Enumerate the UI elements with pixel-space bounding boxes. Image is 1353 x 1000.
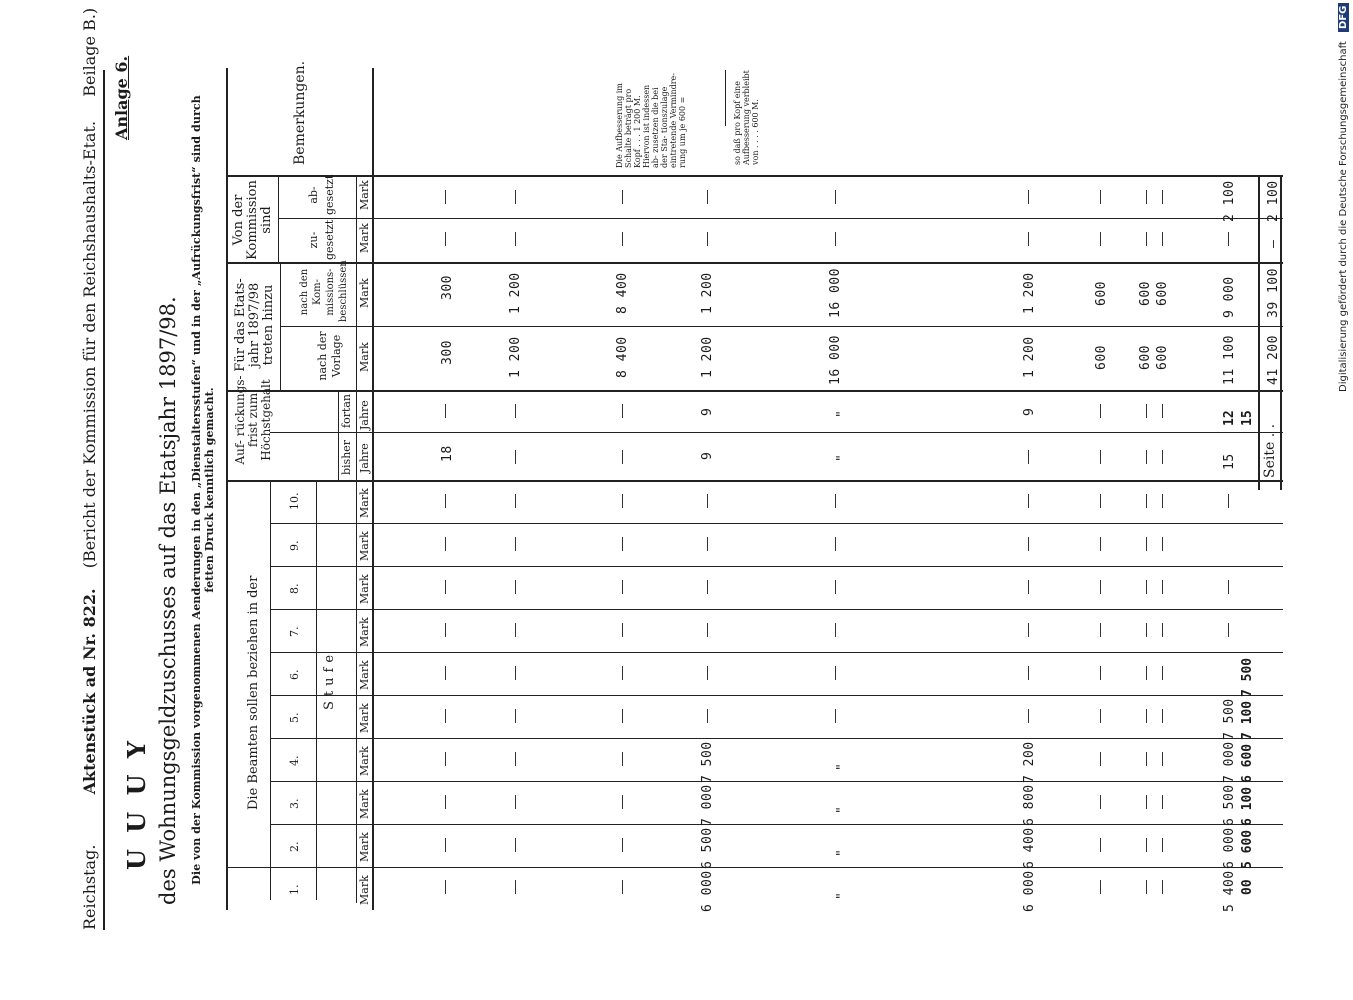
bericht-label: (Bericht der Kommission für den Reichshaushalts-Etat.	[80, 120, 99, 569]
title-line: des Wohnungsgeldzuschusses auf das Etatsjahr 1897/98.	[156, 296, 180, 905]
beschl-header: nach den Kom- missions- beschlüssen	[299, 260, 349, 322]
stufe-divider	[270, 480, 271, 900]
r7-vorlage: 600	[1094, 345, 1109, 370]
stufe-header: Stufe	[322, 649, 337, 710]
r5-s2: "	[835, 848, 850, 857]
r6-vorlage: 1 200	[1022, 336, 1037, 378]
r10-s2: 6 000	[1222, 827, 1237, 869]
total-label: Seite . .	[1262, 423, 1278, 478]
unit-vorlage: Mark	[358, 342, 371, 372]
r5-bisher: "	[835, 453, 850, 462]
aufr-divider	[338, 390, 339, 482]
table-left-border	[226, 68, 228, 910]
kommission-header: Von der Kommission sind	[231, 180, 274, 260]
r5-vorlage: 16 000	[828, 335, 843, 385]
bemerkungen-header: Bemerkungen.	[292, 60, 308, 165]
r8-beschl: 600	[1138, 281, 1153, 306]
r5-s4: "	[835, 762, 850, 771]
remark-2: so daß pro Kopf eine Aufbesserung verbleibt von . . . . 600 M.	[733, 70, 760, 165]
r4-bisher: 9	[700, 451, 715, 460]
anlage-label: Anlage 6.	[112, 55, 131, 140]
r10-vorlage: 11 100	[1222, 335, 1237, 385]
r6-s2: 6 400	[1022, 827, 1037, 869]
r11-s4: 6 600	[1240, 743, 1255, 783]
ab-header: ab- gesetzt	[307, 174, 336, 215]
total-zu: —	[1266, 239, 1281, 248]
dfg-logo: DFG	[1338, 3, 1349, 32]
unit-10: Mark	[358, 488, 371, 518]
r4-s3: 7 000	[700, 784, 715, 826]
unit-6: Mark	[358, 660, 371, 690]
r4-vorlage: 1 200	[700, 336, 715, 378]
fortan-label: fortan	[340, 393, 353, 428]
r6-fortan: 9	[1022, 407, 1037, 416]
r10-s4: 7 000	[1222, 741, 1237, 783]
total-beschl: 39 100	[1266, 268, 1281, 318]
r9-beschl: 600	[1155, 281, 1170, 306]
r4-s4: 7 500	[700, 741, 715, 783]
r3-beschl: 8 400	[615, 272, 630, 314]
r10-fortan: 12	[1222, 410, 1237, 426]
remark-1: Die Aufbesserung im Schalte beträgt pro Kopf . . . 1 200 M. Hiervon ist indessen ab- zusetzen die bei der Sta- tionszulage eintretende Vermindre- rung um je 600 =	[615, 73, 687, 168]
r2-beschl: 1 200	[508, 272, 523, 314]
unit-5: Mark	[358, 703, 371, 733]
r11-s2: 5 600	[1240, 829, 1255, 869]
col-5: 5.	[288, 712, 301, 723]
unit-4: Mark	[358, 746, 371, 776]
zu-header: zu- gesetzt	[307, 219, 336, 260]
r5-s3: "	[835, 805, 850, 814]
jahre-2: Jahre	[358, 400, 371, 430]
r11-fortan: 15	[1240, 410, 1255, 426]
reichstag-label: Reichstag.	[80, 844, 99, 930]
r1-bisher: 18	[440, 445, 455, 462]
r5-s1: "	[835, 891, 850, 900]
col-8: 8.	[288, 583, 301, 594]
unit-1: Mark	[358, 875, 371, 905]
r4-fortan: 9	[700, 407, 715, 416]
r10-bisher: 15	[1222, 453, 1237, 470]
r5-beschl: 16 000	[828, 268, 843, 318]
col-2: 2.	[288, 841, 301, 852]
r10-s3: 6 500	[1222, 784, 1237, 826]
col-4: 4.	[288, 755, 301, 766]
r4-s2: 6 500	[700, 827, 715, 869]
bisher-label: bisher	[340, 439, 353, 475]
r6-s4: 7 200	[1022, 741, 1037, 783]
r4-beschl: 1 200	[700, 272, 715, 314]
r11-s5: 7 100	[1240, 700, 1255, 740]
jahre-1: Jahre	[358, 443, 371, 473]
r10-s1: 5 400	[1222, 870, 1237, 912]
stufe-num-divider	[316, 480, 317, 900]
r1-beschl: 300	[440, 275, 455, 300]
aufr-header: Auf- rückungs- frist zum Höchstgehalt	[233, 375, 273, 465]
unit-2: Mark	[358, 832, 371, 862]
vorlage-header: nach der Vorlage	[316, 331, 343, 381]
r2-vorlage: 1 200	[508, 336, 523, 378]
r6-s1: 6 000	[1022, 870, 1037, 912]
total-ab: 2 100	[1266, 180, 1281, 222]
r7-beschl: 600	[1094, 281, 1109, 306]
r11-s3: 6 100	[1240, 786, 1255, 826]
aktenstueck-label: Aktenstück ad Nr. 822.	[80, 588, 99, 795]
unit-7: Mark	[358, 617, 371, 647]
title-note: Die von der Kommission vorgenommenen Aenderungen in den „Dienstaltersstufen“ und in der „Aufrückungsfrist“ sind durch fetten Druck kenntlich gemacht.	[189, 95, 216, 885]
beilage-label: Beilage B.)	[80, 7, 99, 97]
r6-beschl: 1 200	[1022, 272, 1037, 314]
unit-beschl: Mark	[358, 278, 371, 308]
r8-vorlage: 600	[1138, 345, 1153, 370]
col-7: 7.	[288, 626, 301, 637]
digitization-note: Digitalisierung gefördert durch die Deutsche Forschungsgemeinschaft DFG	[1338, 3, 1349, 392]
kom-divider	[278, 175, 279, 263]
r5-fortan: "	[835, 409, 850, 418]
r10-s5: 7 500	[1222, 698, 1237, 740]
title-big: U U U Y	[122, 737, 151, 870]
group-header: Die Beamten sollen beziehen in der	[246, 575, 261, 810]
etat-header: Für das Etats- jahr 1897/98 treten hinzu	[233, 278, 276, 372]
r10-ab: 2 100	[1222, 180, 1237, 222]
header-bottom-border	[372, 68, 374, 910]
r9-vorlage: 600	[1155, 345, 1170, 370]
r1-vorlage: 300	[440, 340, 455, 365]
col-6: 6.	[288, 669, 301, 680]
r6-s3: 6 800	[1022, 784, 1037, 826]
col-9: 9.	[288, 540, 301, 551]
col-10: 10.	[288, 492, 301, 510]
header-rule	[103, 70, 105, 930]
unit-9: Mark	[358, 531, 371, 561]
total-vorlage: 41 200	[1266, 335, 1281, 385]
r3-vorlage: 8 400	[615, 336, 630, 378]
col-1: 1.	[288, 884, 301, 895]
r4-s1: 6 000	[700, 870, 715, 912]
r11-s6: 7 500	[1240, 657, 1255, 697]
unit-ab: Mark	[358, 180, 371, 210]
r10-beschl: 9 000	[1222, 276, 1237, 318]
r11-s1: 00	[1240, 879, 1255, 895]
running-header	[80, 0, 99, 930]
unit-3: Mark	[358, 789, 371, 819]
unit-8: Mark	[358, 574, 371, 604]
unit-zu: Mark	[358, 223, 371, 253]
col-3: 3.	[288, 798, 301, 809]
unit-divider	[356, 175, 357, 903]
